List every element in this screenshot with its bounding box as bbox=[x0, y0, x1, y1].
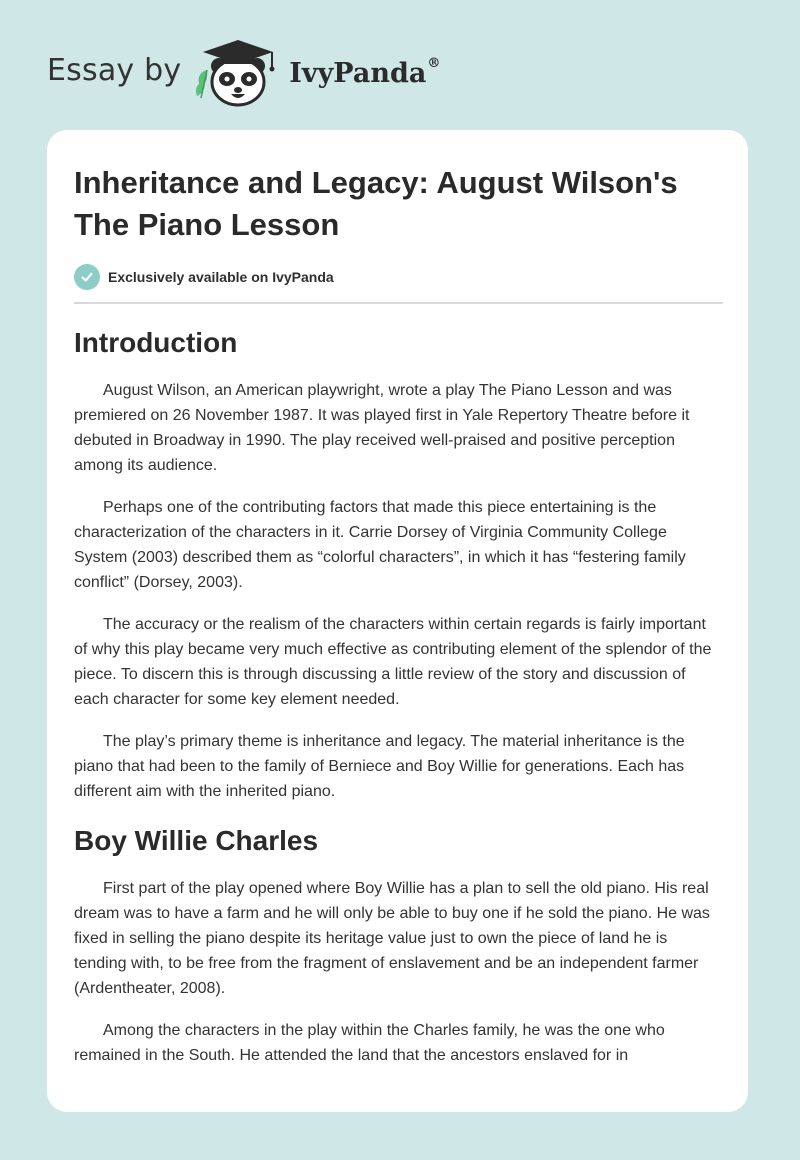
essay-by-label: Essay by bbox=[47, 52, 182, 88]
brand-name-text: IvyPanda bbox=[289, 57, 427, 89]
paragraph: Among the characters in the play within the Charles family, he was the one who remained in the South. He attended the land that the ancestors enslaved for in bbox=[74, 1022, 665, 1064]
registered-mark: ® bbox=[427, 55, 441, 71]
page-title: Inheritance and Legacy: August Wilson's The Piano Lesson bbox=[74, 165, 678, 242]
paragraph: First part of the play opened where Boy Willie has a plan to sell the old piano. His real dream was to have a farm and he will only be able to buy one if he sold the piano. He was fixed in selling the piano despite its heritage value just to own the piece of land he is tending with, to be free from the fragment of enslavement and be an independent farmer (Ardentheater, 2008). bbox=[74, 880, 710, 997]
panda-logo-icon[interactable] bbox=[193, 36, 285, 108]
brand-name[interactable] bbox=[289, 55, 441, 89]
essay-card bbox=[47, 130, 748, 1112]
section-heading-boy-willie-charles: Boy Willie Charles bbox=[74, 825, 319, 856]
section-heading-introduction: Introduction bbox=[74, 327, 238, 358]
exclusive-badge bbox=[74, 264, 334, 290]
paragraph: The play’s primary theme is inheritance and legacy. The material inheritance is the piano that had been to the family of Berniece and Boy Willie for generations. Each has different aim with the inherited piano. bbox=[74, 733, 685, 800]
site-header bbox=[47, 36, 440, 108]
checkmark-icon bbox=[74, 264, 100, 290]
paragraph: The accuracy or the realism of the characters within certain regards is fairly important of why this play became very much effective as contributing element of the splendor of the piece. To discern this is through discussing a little review of the story and discussion of each character for some key element needed. bbox=[74, 616, 712, 708]
divider bbox=[74, 302, 723, 304]
exclusive-label: Exclusively available on IvyPanda bbox=[108, 269, 334, 285]
essay-body bbox=[74, 323, 722, 1085]
paragraph: Perhaps one of the contributing factors that made this piece entertaining is the characterization of the characters in it. Carrie Dorsey of Virginia Community College System (2003) described them as “colorful characters”, in which it has “festering family conflict” (Dorsey, 2003). bbox=[74, 499, 686, 591]
paragraph: August Wilson, an American playwright, wrote a play The Piano Lesson and was premiered on 26 November 1987. It was played first in Yale Repertory Theatre before it debuted in Broadway in 1990. The play received well-praised and positive perception among its audience. bbox=[74, 382, 690, 474]
